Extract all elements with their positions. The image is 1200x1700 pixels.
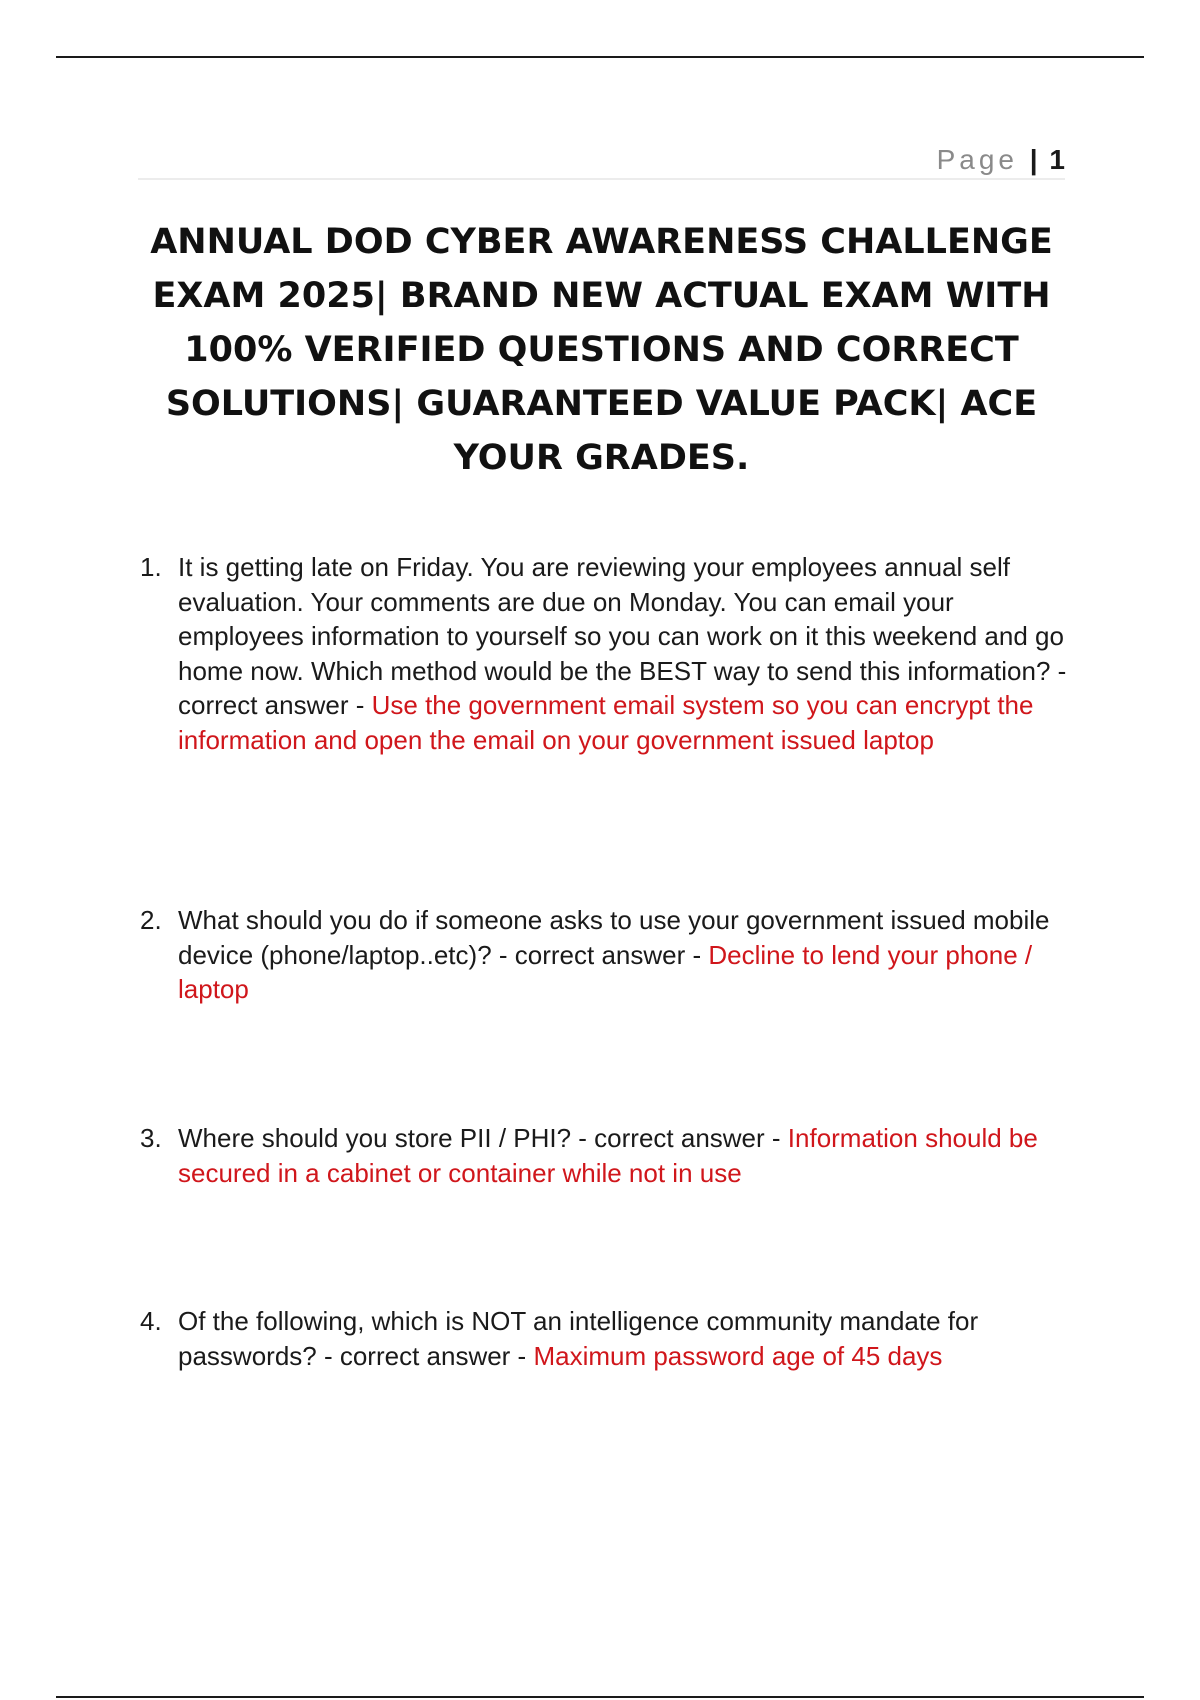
- bottom-rule: [56, 1696, 1144, 1698]
- answer-text: Use the government email system so you can encrypt the information and open the email on your government issued laptop: [178, 690, 1034, 755]
- question-number: 1.: [140, 552, 162, 582]
- top-rule: [56, 56, 1144, 58]
- answer-text: Decline to lend your phone / laptop: [178, 939, 1033, 1004]
- answer-text: Information should be secured in a cabinet or container while not in use: [178, 1123, 1038, 1188]
- question-body: [178, 550, 1070, 757]
- document-title: ANNUAL DOD CYBER AWARENESS CHALLENGE EXAM 2025| BRAND NEW ACTUAL EXAM WITH 100% VERIFIED QUESTIONS AND CORRECT SOLUTIONS| GUARANTEED VALUE PACK| ACE YOUR GRADES.: [150, 222, 1053, 478]
- question-item: [140, 550, 1070, 757]
- question-number: 4.: [140, 1306, 162, 1336]
- question-text: It is getting late on Friday. You are reviewing your employees annual self evaluation. Your comments are due on Monday. You can email your employees information to yourself so you can work on it this weekend and go home now. Which method would be the BEST way to send this information? - correct answer -: [178, 552, 1067, 720]
- page-label: Page: [936, 144, 1019, 175]
- page-header: [138, 142, 1065, 180]
- question-body: [178, 1304, 1070, 1373]
- question-item: [140, 1121, 1070, 1190]
- question-text: What should you do if someone asks to use your government issued mobile device (phone/laptop..etc)? - correct answer -: [178, 905, 1050, 970]
- question-number: 2.: [140, 905, 162, 935]
- question-body: [178, 903, 1070, 1007]
- question-text: Of the following, which is NOT an intelligence community mandate for passwords? - correct answer -: [178, 1306, 979, 1371]
- answer-text: Maximum password age of 45 days: [533, 1340, 943, 1371]
- page-number: 1: [1049, 144, 1065, 175]
- question-body: [178, 1121, 1070, 1190]
- question-number: 3.: [140, 1123, 162, 1153]
- page-separator: |: [1029, 144, 1038, 175]
- question-item: [140, 903, 1070, 1007]
- question-item: [140, 1304, 1070, 1373]
- question-text: Where should you store PII / PHI? - correct answer -: [178, 1123, 788, 1153]
